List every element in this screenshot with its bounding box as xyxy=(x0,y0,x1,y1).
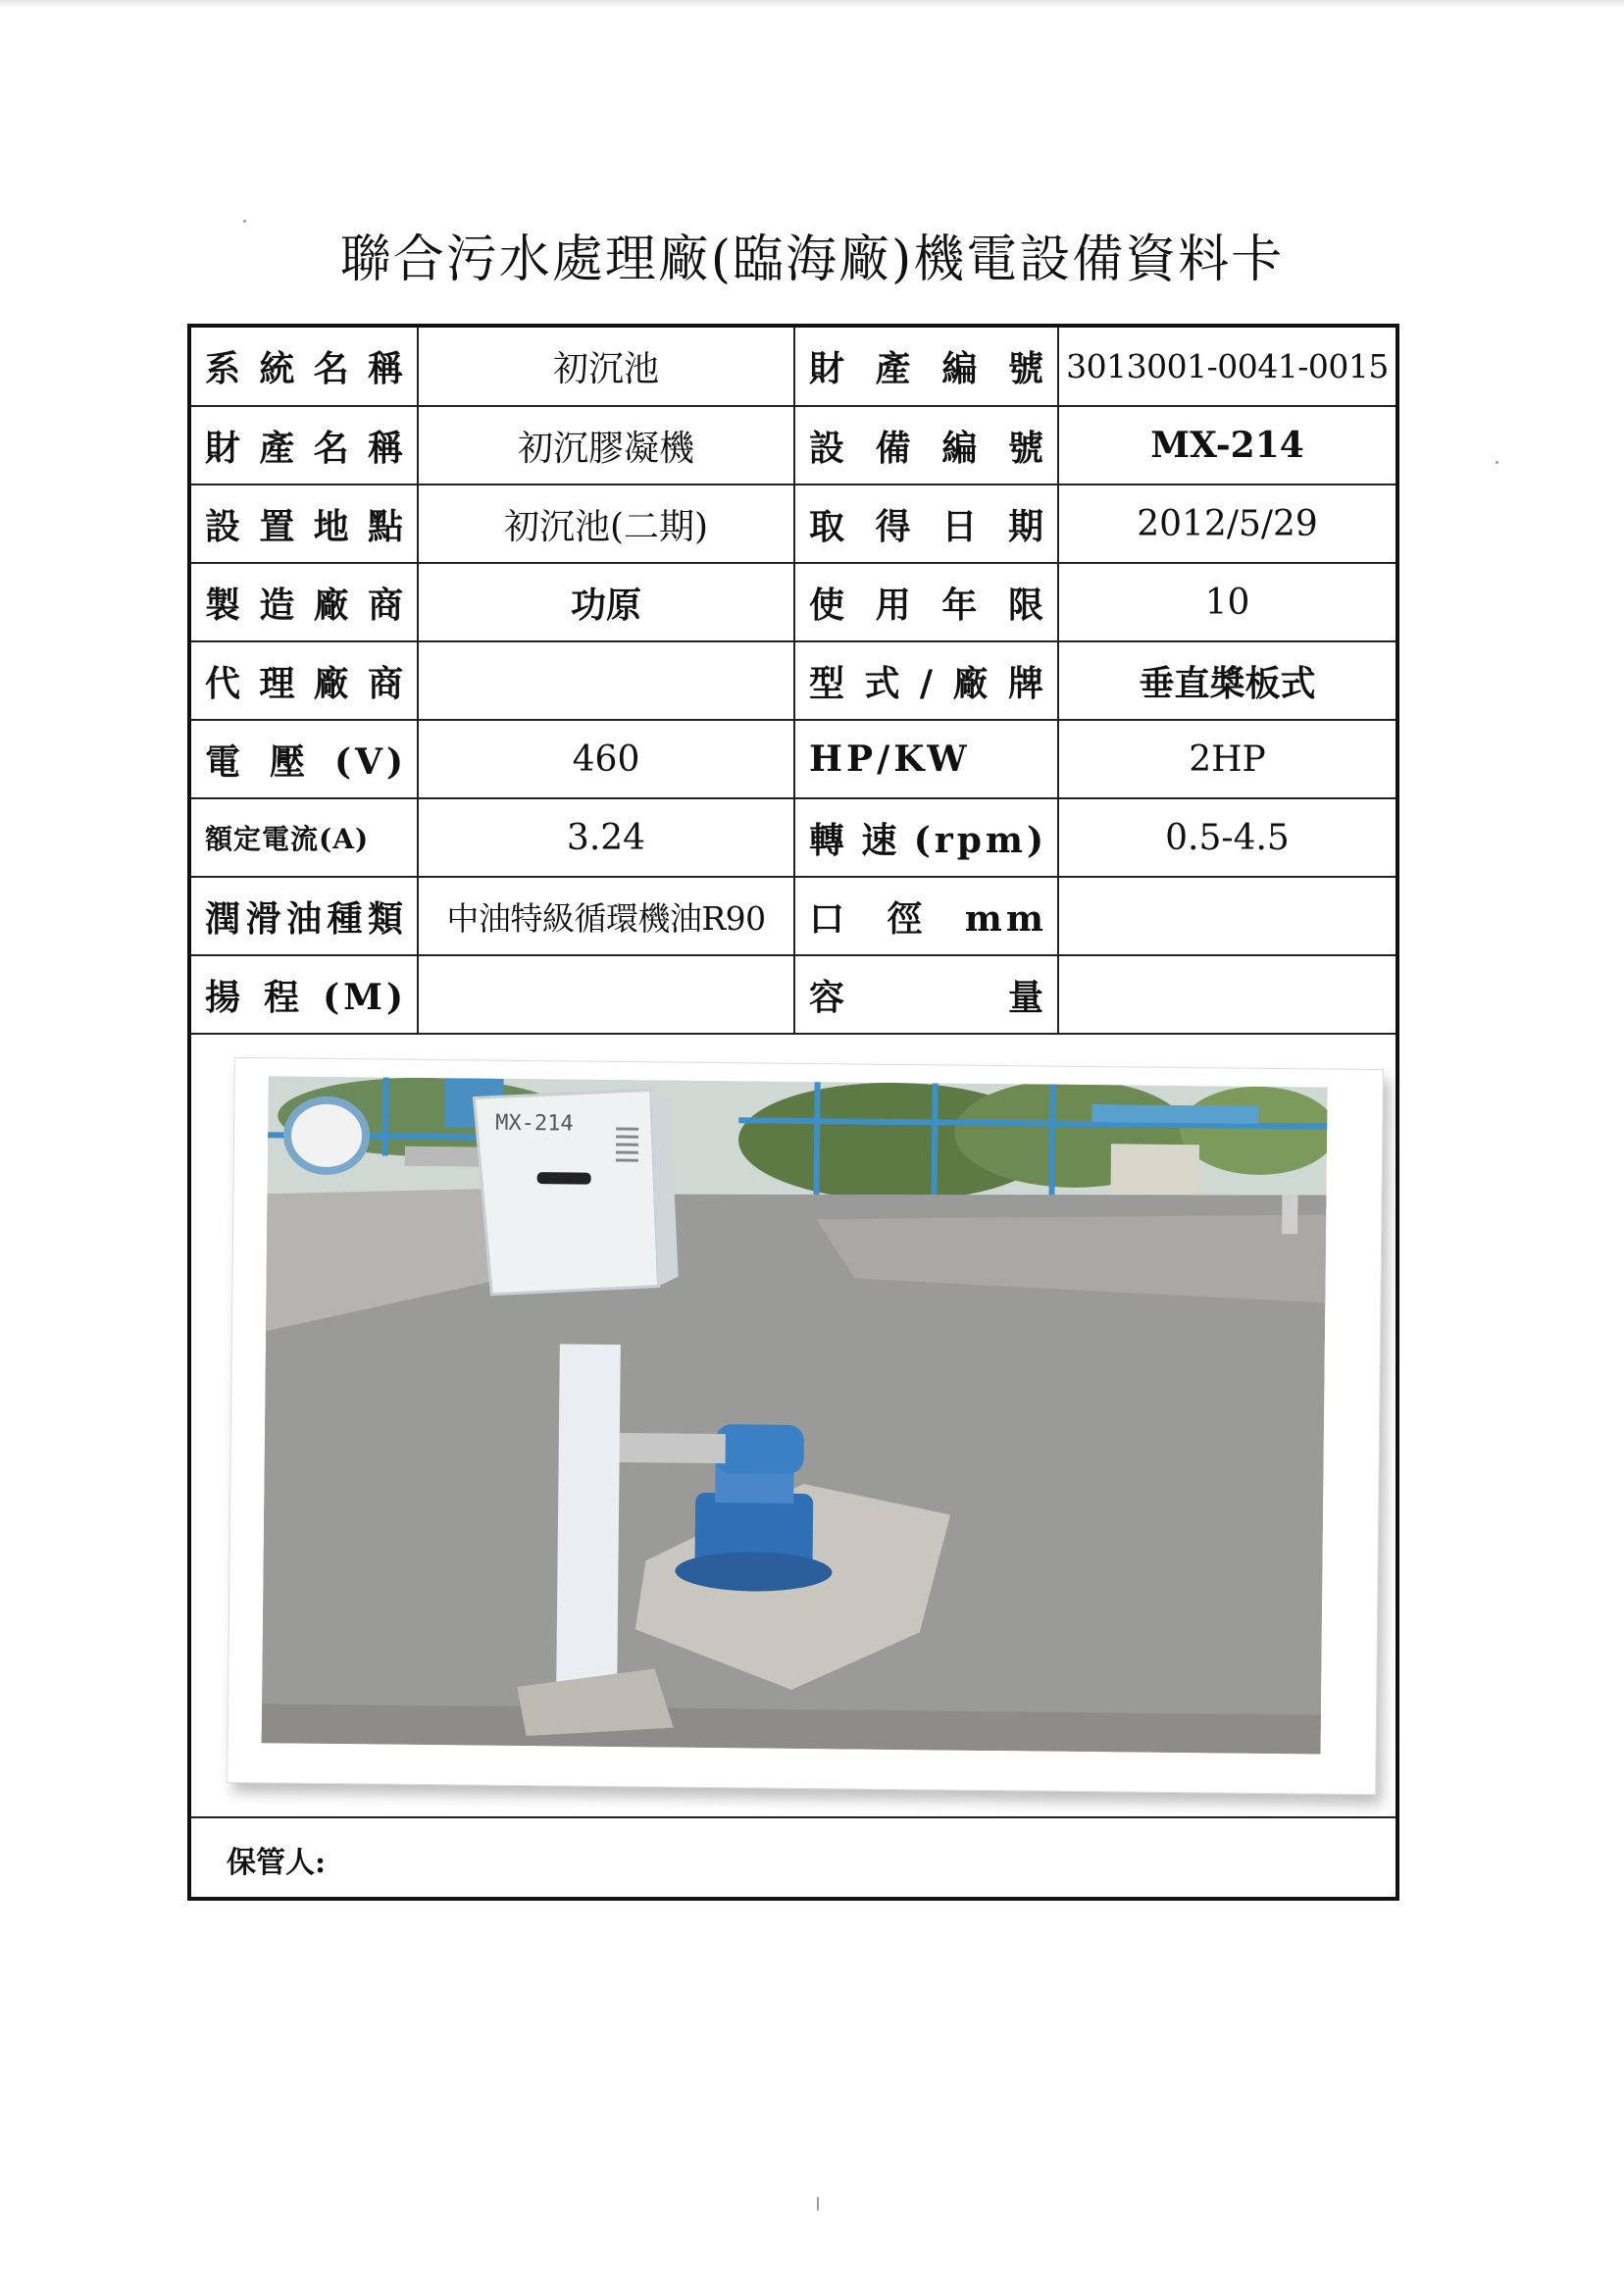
table-row xyxy=(191,877,1396,955)
page-title: 聯合污水處理廠(臨海廠)機電設備資料卡 xyxy=(339,230,1285,289)
equipment-photo-image xyxy=(262,1076,1328,1754)
label-capacity: 容 量 xyxy=(794,955,1058,1034)
equipment-card xyxy=(187,324,1399,1901)
label-rated-current: 額定電流(A) xyxy=(191,798,418,877)
value-system-name: 初沉池 xyxy=(418,328,794,406)
label-agent: 代理廠商 xyxy=(191,641,418,720)
table-row xyxy=(191,955,1396,1034)
label-acquired-date: 取得日期 xyxy=(794,484,1058,563)
label-system-name: 系統名稱 xyxy=(191,328,418,406)
value-lubricant: 中油特級循環機油R90 xyxy=(418,877,794,955)
label-model-brand: 型式/廠牌 xyxy=(794,641,1058,720)
spec-table xyxy=(191,328,1396,1035)
value-voltage: 460 xyxy=(418,720,794,798)
value-head xyxy=(418,955,794,1034)
photo-area xyxy=(191,1034,1396,1818)
scan-speck xyxy=(817,2197,819,2211)
value-rotation-speed: 0.5-4.5 xyxy=(1058,798,1396,877)
label-head: 揚程(M) xyxy=(191,955,418,1034)
table-row xyxy=(191,406,1396,484)
value-service-life: 10 xyxy=(1058,563,1396,641)
custodian-label: 保管人: xyxy=(227,1846,327,1880)
value-model-brand: 垂直槳板式 xyxy=(1058,641,1396,720)
value-location: 初沉池(二期) xyxy=(418,484,794,563)
value-property-name: 初沉膠凝機 xyxy=(418,406,794,484)
label-manufacturer: 製造廠商 xyxy=(191,563,418,641)
label-equipment-number: 設備編號 xyxy=(794,406,1058,484)
table-row xyxy=(191,641,1396,720)
value-manufacturer: 功原 xyxy=(418,563,794,641)
table-row xyxy=(191,720,1396,798)
label-property-name: 財產名稱 xyxy=(191,406,418,484)
box-label: MX-214 xyxy=(495,1110,574,1137)
table-row xyxy=(191,798,1396,877)
value-equipment-number: MX-214 xyxy=(1058,406,1396,484)
label-diameter: 口 徑 mm xyxy=(794,877,1058,955)
label-location: 設置地點 xyxy=(191,484,418,563)
scan-speck xyxy=(1496,461,1498,464)
scan-edge xyxy=(0,0,1624,8)
value-rated-current: 3.24 xyxy=(418,798,794,877)
value-capacity xyxy=(1058,955,1396,1034)
label-rotation-speed: 轉速(rpm) xyxy=(794,798,1058,877)
table-row xyxy=(191,328,1396,406)
label-voltage: 電壓(V) xyxy=(191,720,418,798)
scan-speck xyxy=(243,220,246,223)
value-hp-kw: 2HP xyxy=(1058,720,1396,798)
value-agent xyxy=(418,641,794,720)
table-row xyxy=(191,563,1396,641)
value-diameter xyxy=(1058,877,1396,955)
equipment-photo xyxy=(227,1057,1384,1795)
table-row xyxy=(191,484,1396,563)
label-lubricant: 潤滑油種類 xyxy=(191,877,418,955)
value-property-number: 3013001-0041-0015 xyxy=(1058,328,1396,406)
value-acquired-date: 2012/5/29 xyxy=(1058,484,1396,563)
label-property-number: 財產編號 xyxy=(794,328,1058,406)
label-service-life: 使用年限 xyxy=(794,563,1058,641)
label-hp-kw: HP/KW xyxy=(794,720,1058,798)
